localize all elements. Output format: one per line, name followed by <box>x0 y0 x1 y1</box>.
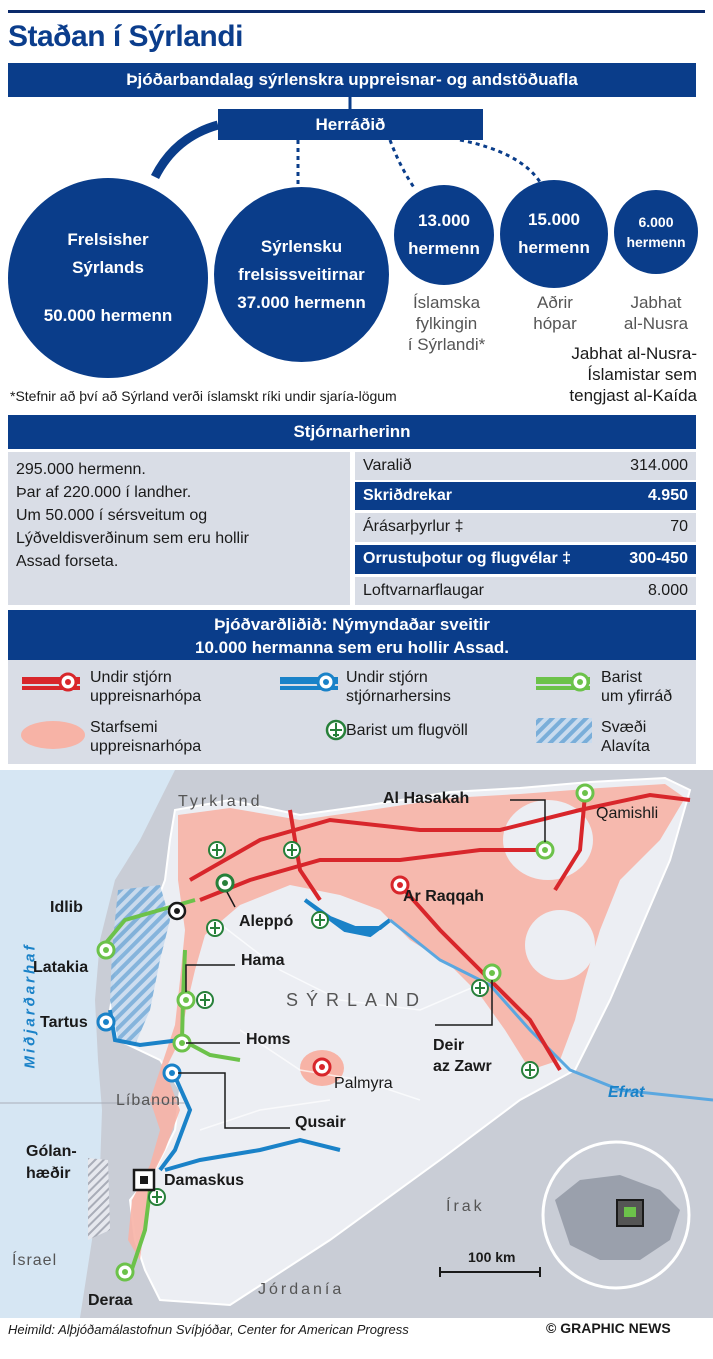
airport-icon <box>149 1189 165 1205</box>
inset-globe <box>543 1142 689 1288</box>
islamic-front-circle <box>394 185 494 285</box>
label-latakia: Latakia <box>33 959 89 976</box>
label-euphrates: Efrat <box>608 1084 645 1101</box>
stat-jets <box>355 545 696 574</box>
city-marker-tartus <box>98 1014 114 1030</box>
islamic-front-unit: hermenn <box>408 239 480 258</box>
rebel-area-swatch <box>21 721 85 749</box>
islamic-front-label-3: í Sýrlandi* <box>407 335 486 354</box>
legend-alawite-1: Svæði <box>601 719 647 736</box>
label-aleppo: Aleppó <box>239 913 294 930</box>
other-groups-label-1: Aðrir <box>537 293 573 312</box>
gov-road-swatch <box>280 674 338 690</box>
label-damascus: Damaskus <box>164 1172 245 1189</box>
airport-icon <box>209 842 225 858</box>
legend-rebel-road <box>90 668 201 706</box>
nusra-note <box>542 343 697 406</box>
airport-icon <box>207 920 223 936</box>
label-homs: Homs <box>246 1031 291 1048</box>
stat-label: Varalið <box>363 457 412 474</box>
deir-gov-area <box>525 910 595 980</box>
other-groups-label-2: hópar <box>533 314 577 333</box>
stat-value: 8.000 <box>647 582 688 599</box>
fsa-count: 50.000 hermenn <box>43 306 173 325</box>
label-iraq: Írak <box>446 1198 485 1215</box>
city-marker-qamishli <box>577 785 593 801</box>
label-turkey: Tyrkland <box>178 793 263 810</box>
label-ar-raqqah: Ar Raqqah <box>403 888 484 905</box>
nusra-label <box>614 292 698 334</box>
islamic-front-count: 13.000 <box>418 211 470 230</box>
label-israel: Ísrael <box>12 1252 58 1269</box>
army-band: Stjórnarherinn <box>8 415 696 449</box>
army-text-4: Lýðveldisverðinum sem eru hollir <box>16 530 249 547</box>
label-az-zawr: az Zawr <box>433 1058 492 1075</box>
army-text-box <box>8 452 350 605</box>
stat-reserves <box>355 452 696 480</box>
syria-map <box>0 770 713 1318</box>
stat-value: 70 <box>670 518 688 535</box>
nusra-label-2: al-Nusra <box>623 314 689 333</box>
airport-icon <box>284 842 300 858</box>
other-groups-count: 15.000 <box>528 210 580 229</box>
legend-rebel-area <box>90 718 201 756</box>
army-text-2: Þar af 220.000 í landher. <box>16 484 192 501</box>
stat-label: Skriðdrekar <box>363 487 452 504</box>
fsa-line2: Sýrlands <box>72 258 144 277</box>
city-marker-latakia <box>98 942 114 958</box>
stat-tanks <box>355 482 696 510</box>
scale-label: 100 km <box>468 1249 516 1265</box>
alawite-area-swatch <box>536 718 592 743</box>
footnote: *Stefnir að því að Sýrland verði íslamskt ríki undir sjaría-lögum <box>10 388 397 404</box>
airport-icon <box>197 992 213 1008</box>
stat-helicopters <box>355 513 696 542</box>
islamic-front-label-2: fylkingin <box>415 314 478 333</box>
golan-area <box>88 1158 110 1240</box>
label-lebanon: Líbanon <box>116 1092 181 1109</box>
nusra-note-3: tengjast al-Kaída <box>569 386 697 405</box>
council-band: Herráðið <box>218 109 483 140</box>
airport-icon <box>312 912 328 928</box>
legend-contested-road-1: Barist <box>601 669 642 686</box>
stat-value: 4.950 <box>647 487 688 504</box>
sla-line1: Sýrlensku <box>260 236 343 256</box>
legend-gov-road-1: Undir stjórn <box>346 669 428 686</box>
label-qamishli: Qamishli <box>596 805 659 822</box>
label-deraa: Deraa <box>88 1292 133 1309</box>
sla-line2: frelsissveitirnar <box>238 264 365 284</box>
city-marker-hasakah <box>537 842 553 858</box>
credit: © GRAPHIC NEWS <box>546 1320 671 1336</box>
city-marker-qusair <box>164 1065 180 1081</box>
city-marker-deir <box>484 965 500 981</box>
label-al-hasakah: Al Hasakah <box>383 790 470 807</box>
army-text-5: Assad forseta. <box>16 553 119 570</box>
label-golan-1: Gólan- <box>26 1143 77 1160</box>
army-text-3: Um 50.000 í sérsveitum og <box>16 507 208 524</box>
label-jordan: Jórdanía <box>258 1281 345 1298</box>
national-guard-band <box>8 610 696 660</box>
nusra-circle <box>614 190 698 274</box>
stat-label: Orrustuþotur og flugvélar ‡ <box>363 550 572 567</box>
legend-airport: Barist um flugvöll <box>346 722 468 739</box>
fsa-line1: Frelsisher <box>67 230 149 249</box>
legend-rebel-area-1: Starfsemi <box>90 719 158 736</box>
army-text-1: 295.000 hermenn. <box>16 461 146 478</box>
fsa-circle <box>8 178 208 378</box>
label-qusair: Qusair <box>295 1114 346 1131</box>
city-marker-palmyra <box>314 1059 330 1075</box>
legend-rebel-road-1: Undir stjórn <box>90 669 172 686</box>
stat-value: 314.000 <box>630 457 688 474</box>
legend-alawite <box>601 718 650 756</box>
sla-count: 37.000 hermenn <box>237 292 366 312</box>
city-marker-deraa <box>117 1264 133 1280</box>
label-sea: Miðjarðarhaf <box>21 942 39 1069</box>
airport-icon <box>472 980 488 996</box>
city-marker-hama <box>178 992 194 1008</box>
stat-label: Árásarþyrlur ‡ <box>363 518 464 535</box>
other-groups-circle <box>500 180 608 288</box>
stat-label: Loftvarnarflaugar <box>363 582 484 599</box>
nusra-unit: hermenn <box>626 234 686 250</box>
stat-sam <box>355 577 696 605</box>
coalition-band: Þjóðarbandalag sýrlenskra uppreisnar- og andstöðuafla <box>8 63 696 97</box>
legend-alawite-2: Alavíta <box>601 738 650 755</box>
other-groups-unit: hermenn <box>518 238 590 257</box>
top-rule <box>8 10 705 13</box>
label-golan-2: hæðir <box>26 1165 71 1182</box>
legend-contested-road-2: um yfirráð <box>601 688 673 705</box>
page-title: Staðan í Sýrlandi <box>8 20 243 53</box>
legend-gov-road-2: stjórnarhersins <box>346 688 451 705</box>
label-palmyra: Palmyra <box>334 1075 393 1092</box>
source-line: Heimild: Alþjóðamálastofnun Svíþjóðar, Center for American Progress <box>8 1322 409 1337</box>
nusra-note-2: Íslamistar sem <box>587 365 697 384</box>
guard-line-1: Þjóðvarðliðið: Nýmyndaðar sveitir <box>214 615 490 634</box>
nusra-note-1: Jabhat al-Nusra- <box>571 344 697 363</box>
nusra-count: 6.000 <box>638 214 674 230</box>
contested-road-swatch <box>536 674 590 690</box>
guard-line-2: 10.000 hermanna sem eru hollir Assad. <box>194 638 509 657</box>
islamic-front-label <box>404 292 489 355</box>
legend-rebel-road-2: uppreisnarhópa <box>90 688 202 705</box>
label-hama: Hama <box>241 952 285 969</box>
label-tartus: Tartus <box>40 1014 88 1031</box>
label-deir: Deir <box>433 1037 465 1054</box>
legend-contested-road <box>601 668 672 706</box>
city-marker-aleppo <box>217 875 233 891</box>
islamic-front-label-1: Íslamska <box>412 293 481 312</box>
airport-icon <box>522 1062 538 1078</box>
rebel-road-swatch <box>22 674 80 690</box>
nusra-label-1: Jabhat <box>630 293 682 312</box>
label-idlib: Idlib <box>50 899 83 916</box>
legend-rebel-area-2: uppreisnarhópa <box>90 738 202 755</box>
other-groups-label <box>520 292 590 334</box>
airport-icon <box>327 721 345 739</box>
city-marker-idlib <box>169 903 185 919</box>
label-syria: SÝRLAND <box>286 990 428 1010</box>
legend-gov-road <box>346 668 451 706</box>
city-marker-damascus <box>134 1170 154 1190</box>
stat-value: 300-450 <box>629 550 688 567</box>
sla-circle <box>214 187 389 362</box>
